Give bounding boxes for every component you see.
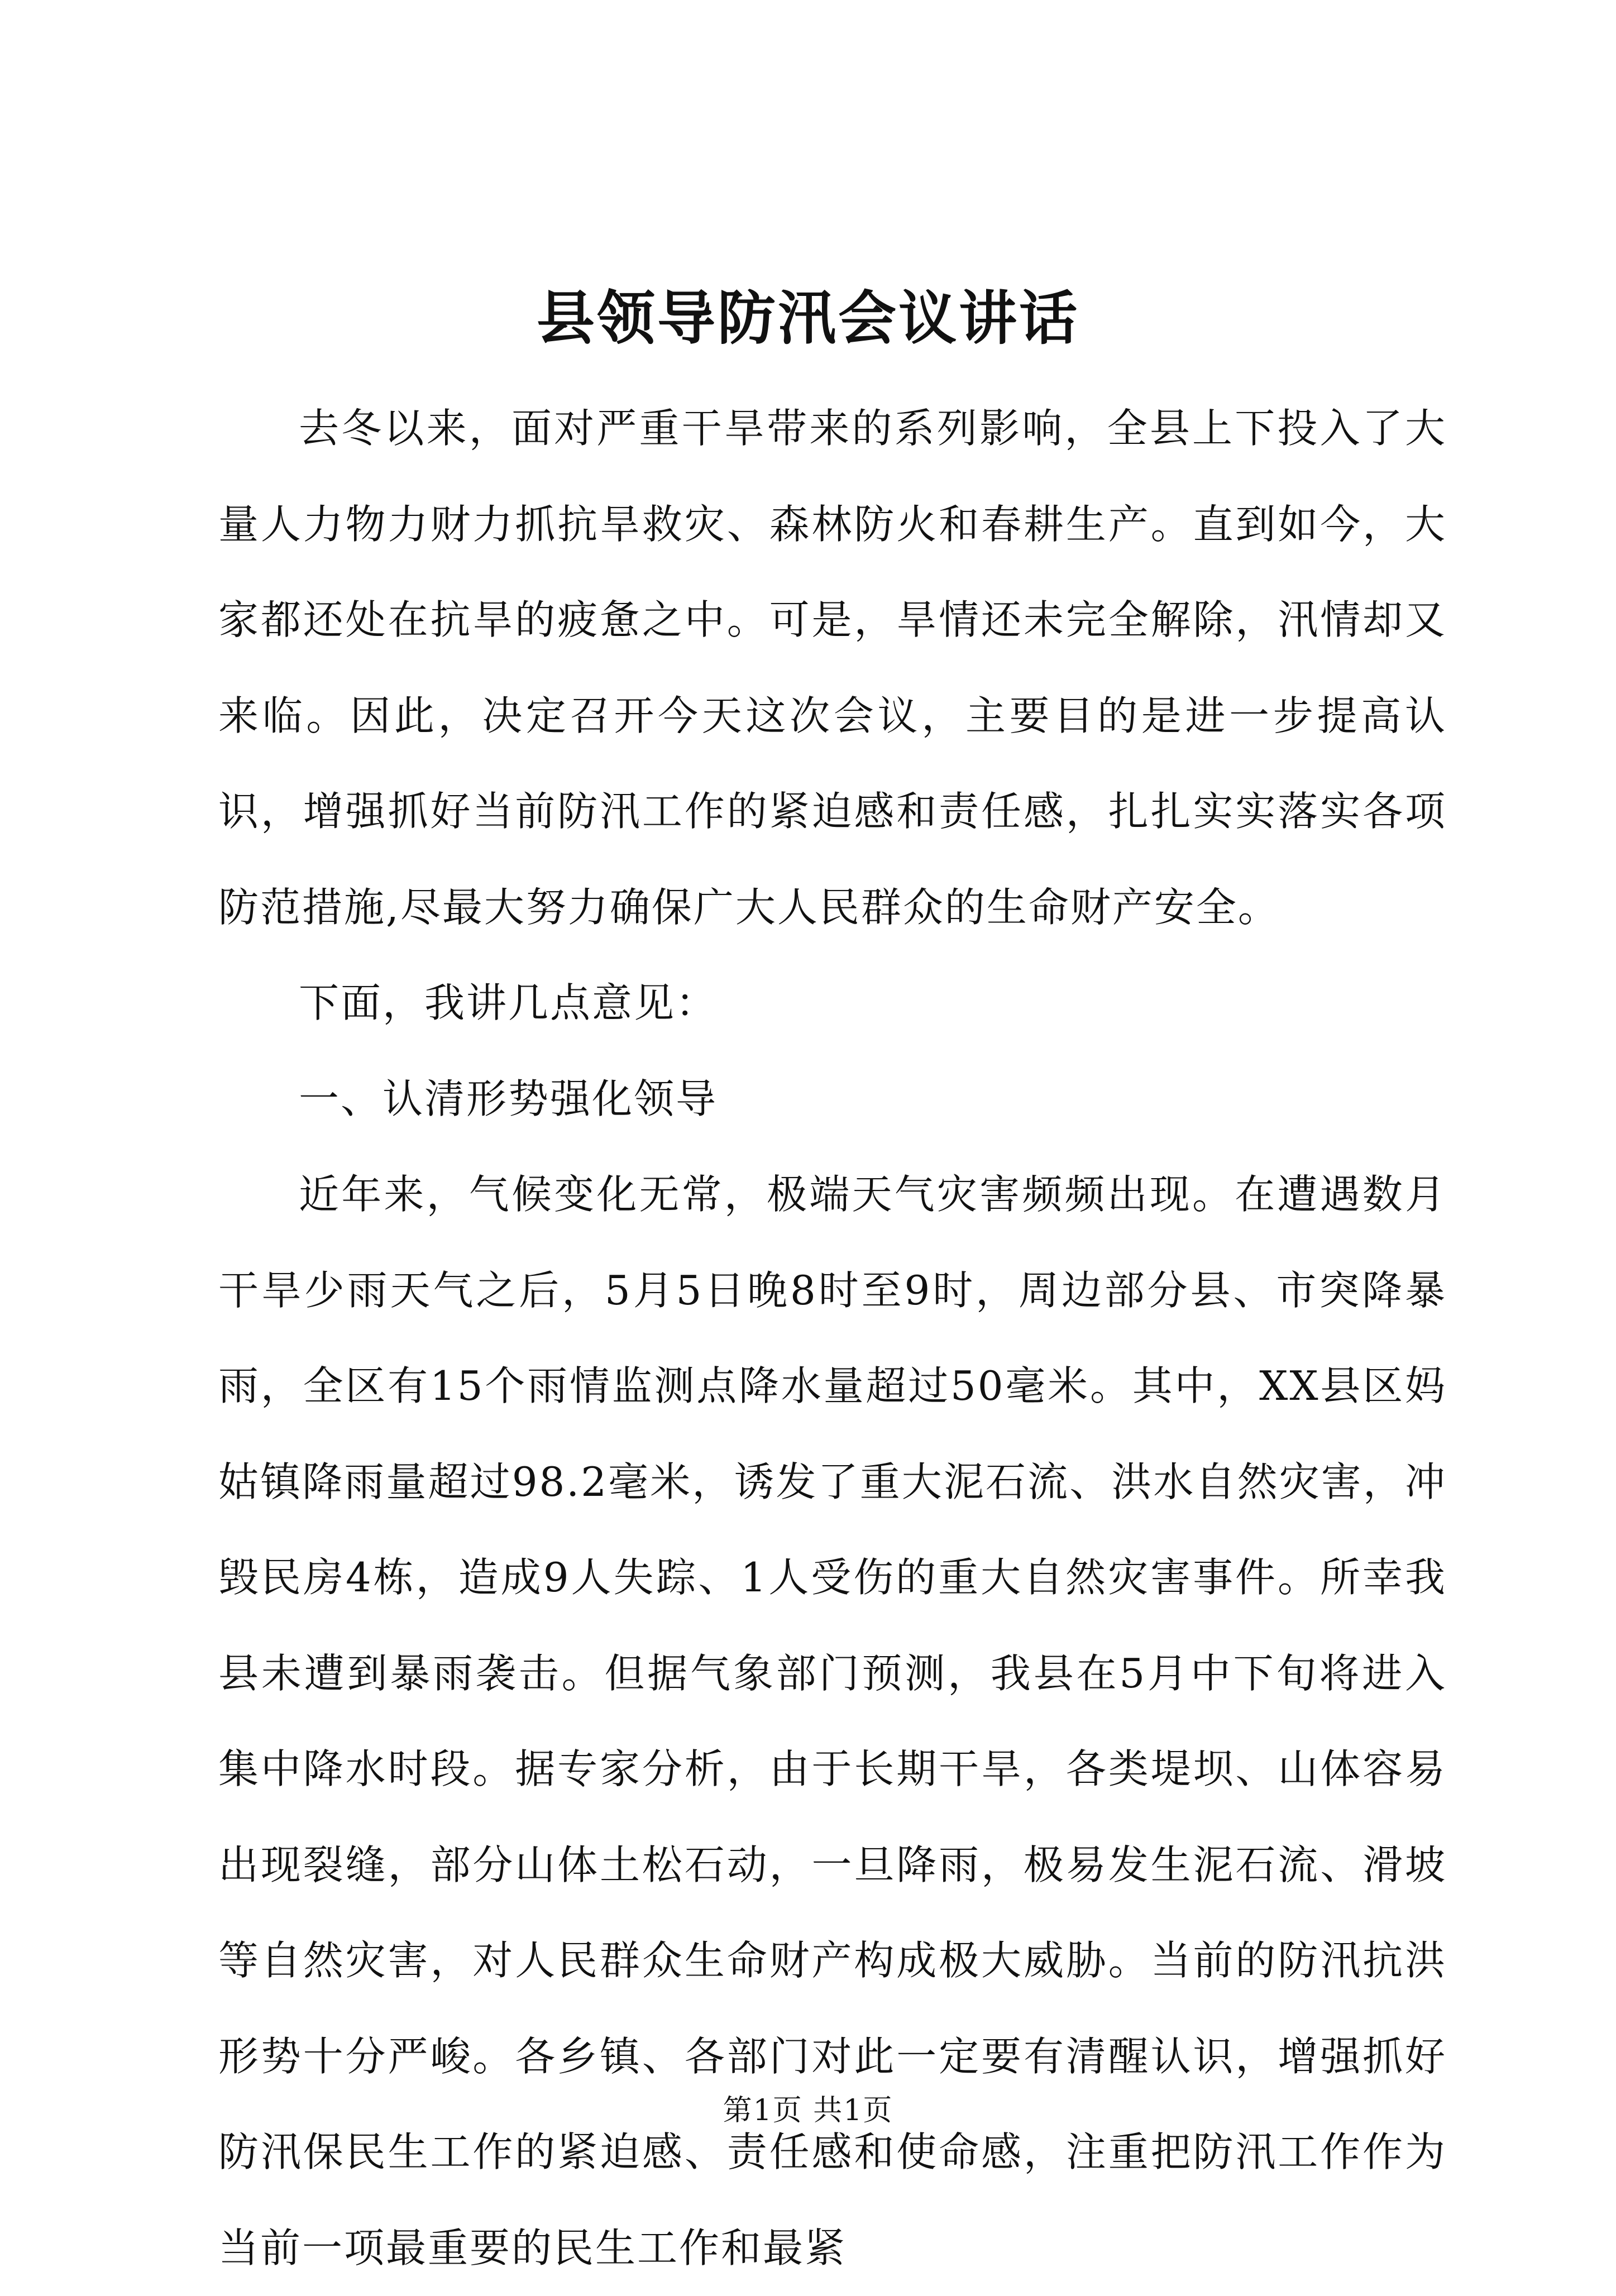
section-heading-1: 一、认清形势强化领导 [299,1075,718,1122]
paragraph-intro: 去冬以来，面对严重干旱带来的系列影响，全县上下投入了大量人力物力财力抓抗旱救灾、森林防火和春耕生产。直到如今，大家都还处在抗旱的疲惫之中。可是，旱情还未完全解除，汛情却又来临。因此，决定召开今天这次会议，主要目的是进一步提高认识，增强抓好当前防汛工作的紧迫感和责任感，扎扎实实落实各项防范措施,尽最大努力确保广大人民群众的生命财产安全。 [218,405,1447,931]
document-body [218,381,1447,2296]
paragraph-situation: 近年来，气候变化无常，极端天气灾害频频出现。在遭遇数月干旱少雨天气之后，5月5日晚8时至9时，周边部分县、市突降暴雨，全区有15个雨情监测点降水量超过50毫米。其中，XX县区妈姑镇降雨量超过98.2毫米，诱发了重大泥石流、洪水自然灾害，冲毁民房4栋，造成9人失踪、1人受伤的重大自然灾害事件。所幸我县未遭到暴雨袭击。但据气象部门预测，我县在5月中下旬将进入集中降水时段。据专家分析，由于长期干旱，各类堤坝、山体容易出现裂缝，部分山体土松石动，一旦降雨，极易发生泥石流、滑坡等自然灾害，对人民群众生命财产构成极大威胁。当前的防汛抗洪形势十分严峻。各乡镇、各部门对此一定要有清醒认识，增强抓好防汛保民生工作的紧迫感、责任感和使命感，注重把防汛工作作为当前一项最重要的民生工作和最紧 [218,1171,1447,2271]
paragraph-opinions-lead: 下面，我讲几点意见： [299,979,718,1026]
page-footer: 第1页 共1页 [723,2094,893,2127]
document-title: 县领导防汛会议讲话 [536,284,1079,352]
